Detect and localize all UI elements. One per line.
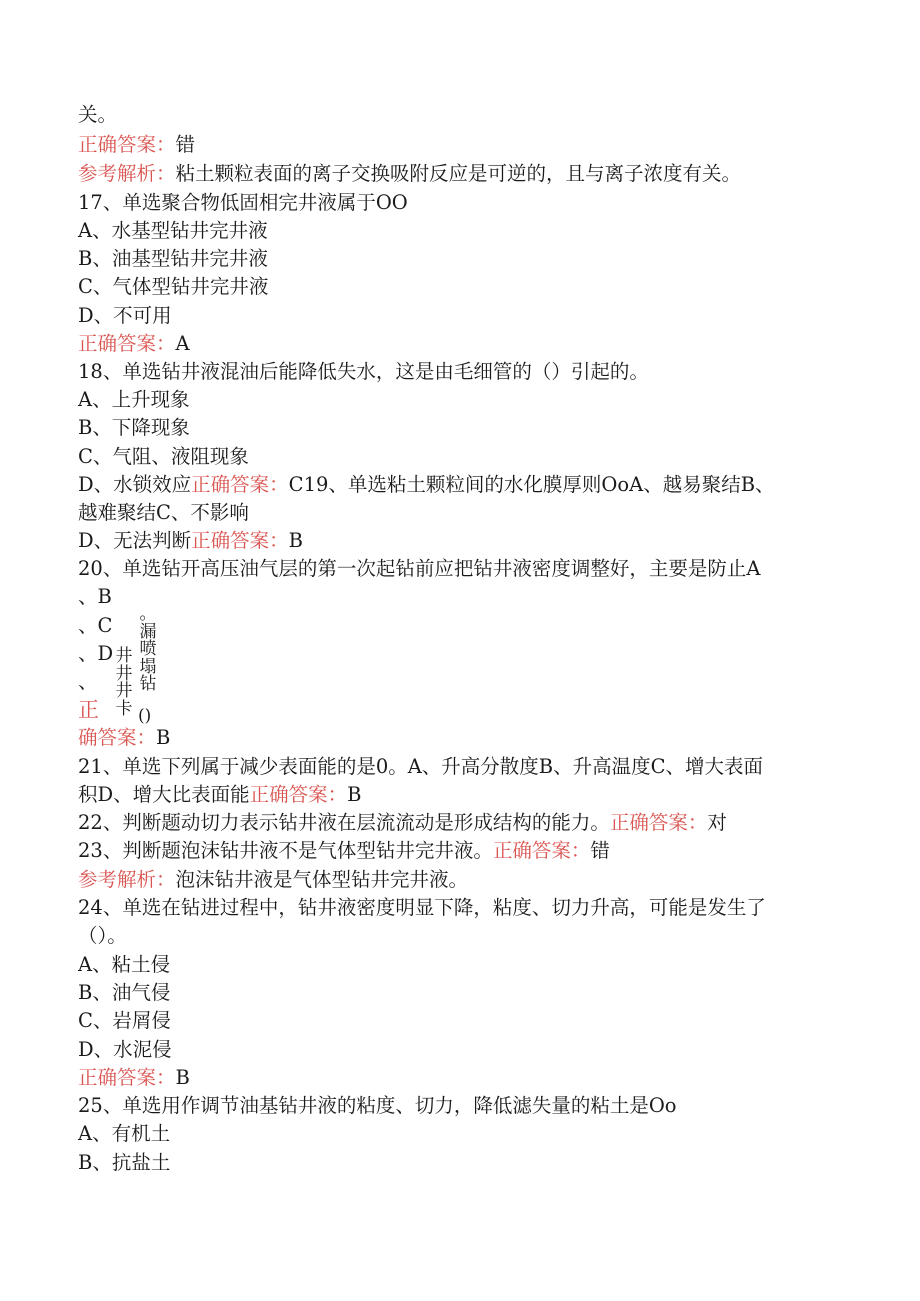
question-18: 18、单选钻井液混油后能降低失水，这是由毛细管的（）引起的。 bbox=[78, 360, 649, 383]
answer-line: 正确答案：B bbox=[78, 1066, 190, 1089]
dash-fragment: 、 bbox=[78, 670, 98, 693]
option-a: A、有机土 bbox=[78, 1122, 171, 1145]
vertical-text-column: 井井井卡 bbox=[115, 646, 133, 719]
explanation-label: 参考解析： bbox=[78, 162, 176, 185]
option-d: D、水泥侵 bbox=[78, 1038, 172, 1061]
question-23: 23、判断题泡沫钻井液不是气体型钻井完井液。正确答案：错 bbox=[78, 839, 610, 862]
answer-label: 正确答案： bbox=[191, 473, 289, 496]
question-21: 21、单选下列属于减少表面能的是0。A、升高分散度B、升高温度C、增大表面 bbox=[78, 755, 764, 778]
option-c-fragment: 、C bbox=[78, 614, 113, 637]
parenthesis-mark: () bbox=[138, 706, 152, 726]
option-c: C、岩屑侵 bbox=[78, 1009, 171, 1032]
option-d: D、不可用 bbox=[78, 304, 172, 327]
explanation-line: 参考解析：粘土颗粒表面的离子交换吸附反应是可逆的，且与离子浓度有关。 bbox=[78, 162, 742, 185]
question-19-continued: 越难聚结C、不影响 bbox=[78, 501, 249, 524]
option-b: B、油基型钻井完井液 bbox=[78, 247, 268, 270]
answer-label-fragment: 正 bbox=[78, 698, 99, 722]
answer-line: 确答案：B bbox=[78, 726, 171, 749]
answer-label: 正确答案： bbox=[78, 332, 176, 355]
option-b: B、抗盐土 bbox=[78, 1151, 171, 1174]
question-22: 22、判断题动切力表示钻井液在层流流动是形成结构的能力。正确答案：对 bbox=[78, 811, 727, 834]
question-24-continued: （）。 bbox=[78, 924, 127, 947]
answer-label: 确答案： bbox=[78, 726, 157, 749]
question-17: 17、单选聚合物低固相完井液属于OO bbox=[78, 191, 408, 214]
answer-label: 正确答案： bbox=[249, 783, 348, 806]
option-c: C、气阻、液阻现象 bbox=[78, 445, 249, 468]
option-c: C、气体型钻井完井液 bbox=[78, 275, 269, 298]
option-a: A、上升现象 bbox=[78, 388, 190, 411]
question-21-continued: 积D、增大比表面能正确答案：B bbox=[78, 783, 362, 806]
vertical-text-column: 。漏喷塌钻 bbox=[139, 604, 157, 694]
explanation-line: 参考解析：泡沫钻井液是气体型钻井完井液。 bbox=[78, 868, 469, 891]
option-d-fragment: 、D bbox=[78, 642, 114, 665]
question-24: 24、单选在钻进过程中，钻井液密度明显下降，粘度、切力升高，可能是发生了 bbox=[78, 896, 766, 919]
text-line: 关。 bbox=[78, 103, 118, 126]
option-b: B、油气侵 bbox=[78, 981, 171, 1004]
answer-label: 正确答案： bbox=[78, 133, 176, 156]
answer-label: 正确答案： bbox=[609, 811, 708, 834]
option-b-fragment: 、B bbox=[78, 585, 112, 608]
answer-label: 正确答案： bbox=[78, 1066, 176, 1089]
answer-label: 正确答案： bbox=[492, 839, 591, 862]
answer-line: 正确答案：A bbox=[78, 332, 190, 355]
option-a: A、水基型钻井完井液 bbox=[78, 219, 268, 242]
explanation-label: 参考解析： bbox=[78, 868, 176, 891]
option-a: A、粘土侵 bbox=[78, 953, 171, 976]
answer-line: 正确答案：错 bbox=[78, 133, 196, 156]
question-25: 25、单选用作调节油基钻井液的粘度、切力，降低滤失量的粘土是Oo bbox=[78, 1094, 677, 1117]
option-d-merged: D、水锁效应正确答案：C19、单选粘土颗粒间的水化膜厚则OoA、越易聚结B、 bbox=[78, 473, 775, 496]
answer-label: 正确答案： bbox=[191, 529, 289, 552]
question-20: 20、单选钻开高压油气层的第一次起钻前应把钻井液密度调整好，主要是防止A bbox=[78, 557, 761, 580]
option-b: B、下降现象 bbox=[78, 416, 190, 439]
option-d-answer: D、无法判断正确答案：B bbox=[78, 529, 303, 552]
